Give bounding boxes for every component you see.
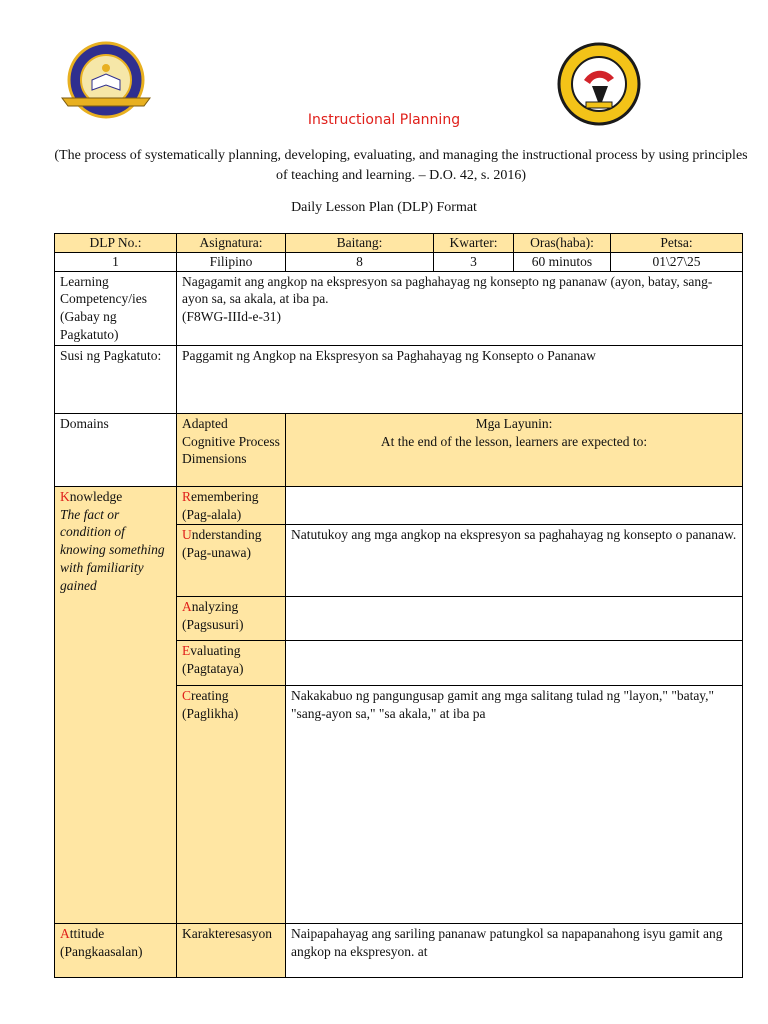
info-header-row <box>55 234 743 253</box>
learning-competency-code: (F8WG-IIId-e-31) <box>182 309 281 325</box>
evaluating-rest: valuating <box>190 643 241 659</box>
attitude-domain <box>55 924 177 978</box>
analyzing-objective <box>286 597 743 641</box>
attitude-row <box>55 924 743 978</box>
remembering-rest: emembering <box>191 488 259 504</box>
analyzing-process <box>177 597 286 641</box>
creating-initial: C <box>182 688 192 704</box>
knowledge-domain <box>55 486 177 924</box>
instructional-planning-description: (The process of systematically planning, developing, evaluating, and managing the instructional process by using principles of teaching and learning. – D.O. 42, s. 2016) <box>54 148 748 183</box>
learning-competency-row <box>55 271 743 345</box>
understanding-rest: nderstanding <box>191 527 262 543</box>
understanding-process <box>177 525 286 597</box>
analyzing-initial: A <box>182 599 192 615</box>
attitude-rest: ttitude <box>69 926 105 942</box>
adapted-process-label: Adapted Cognitive Process Dimensions <box>177 413 286 486</box>
page-title: Instructional Planning <box>307 112 461 128</box>
knowledge-initial: K <box>60 488 70 504</box>
learning-competency-text: Nagagamit ang angkop na ekspresyon sa paghahayag ng konsepto ng pananaw (ayon, batay, sang-ayon sa, sa akala, at iba pa. <box>182 273 713 307</box>
header-dlp-no: DLP No.: <box>55 234 177 253</box>
evaluating-objective <box>286 641 743 686</box>
analyzing-rest: nalyzing <box>191 599 239 615</box>
attitude-sub: (Pangkaasalan) <box>60 944 143 960</box>
header-baitang: Baitang: <box>286 234 434 253</box>
domains-header-row <box>55 413 743 486</box>
header-asignatura: Asignatura: <box>177 234 286 253</box>
format-title: Daily Lesson Plan (DLP) Format <box>291 200 477 215</box>
value-dlp-no: 1 <box>55 252 177 271</box>
learning-competency-content <box>177 271 743 345</box>
remembering-initial: R <box>182 488 192 504</box>
layunin-title: Mga Layunin: <box>475 415 553 431</box>
creating-sub: (Paglikha) <box>182 706 239 722</box>
dlp-table <box>54 233 743 978</box>
value-baitang: 8 <box>286 252 434 271</box>
info-values-row <box>55 252 743 271</box>
value-petsa: 01\27\25 <box>611 252 743 271</box>
layunin-subtitle: At the end of the lesson, learners are expected to: <box>380 433 648 449</box>
header-oras: Oras(haba): <box>514 234 611 253</box>
value-oras: 60 minutos <box>514 252 611 271</box>
college-of-teacher-education-logo <box>56 40 156 120</box>
evaluating-initial: E <box>182 643 191 659</box>
knowledge-description: The fact or condition of knowing something with familiarity gained <box>60 506 165 593</box>
remembering-process <box>177 486 286 525</box>
value-asignatura: Filipino <box>177 252 286 271</box>
creating-rest: reating <box>191 688 229 704</box>
creating-objective: Nakakabuo ng pangungusap gamit ang mga salitang tulad ng "layon," "batay," "sang-ayon sa," "sa akala," at iba pa <box>286 686 743 924</box>
susi-label: Susi ng Pagkatuto: <box>55 345 177 413</box>
remembering-objective <box>286 486 743 525</box>
remembering-row <box>55 486 743 525</box>
knowledge-rest: nowledge <box>69 488 123 504</box>
understanding-sub: (Pag-unawa) <box>182 545 251 561</box>
creating-process <box>177 686 286 924</box>
domains-label: Domains <box>55 413 177 486</box>
susi-row <box>55 345 743 413</box>
remembering-sub: (Pag-alala) <box>182 506 242 522</box>
header-petsa: Petsa: <box>611 234 743 253</box>
understanding-initial: U <box>182 527 192 543</box>
attitude-objective: Naipapahayag ang sariling pananaw patungkol sa napapanahong isyu gamit ang angkop na ekspresyon. at <box>286 924 743 978</box>
attitude-initial: A <box>60 926 70 942</box>
value-kwarter: 3 <box>434 252 514 271</box>
analyzing-sub: (Pagsusuri) <box>182 617 244 633</box>
evaluating-process <box>177 641 286 686</box>
layunin-header <box>286 413 743 486</box>
attitude-process: Karakteresasyon <box>177 924 286 978</box>
understanding-objective: Natutukoy ang mga angkop na ekspresyon sa paghahayag ng konsepto o pananaw. <box>286 525 743 597</box>
susi-text: Paggamit ng Angkop na Ekspresyon sa Paghahayag ng Konsepto o Pananaw <box>177 345 743 413</box>
header-kwarter: Kwarter: <box>434 234 514 253</box>
evaluating-sub: (Pagtataya) <box>182 661 244 677</box>
knowledge-label <box>60 488 171 506</box>
learning-competency-label: Learning Competency/ies (Gabay ng Pagkatuto) <box>55 271 177 345</box>
